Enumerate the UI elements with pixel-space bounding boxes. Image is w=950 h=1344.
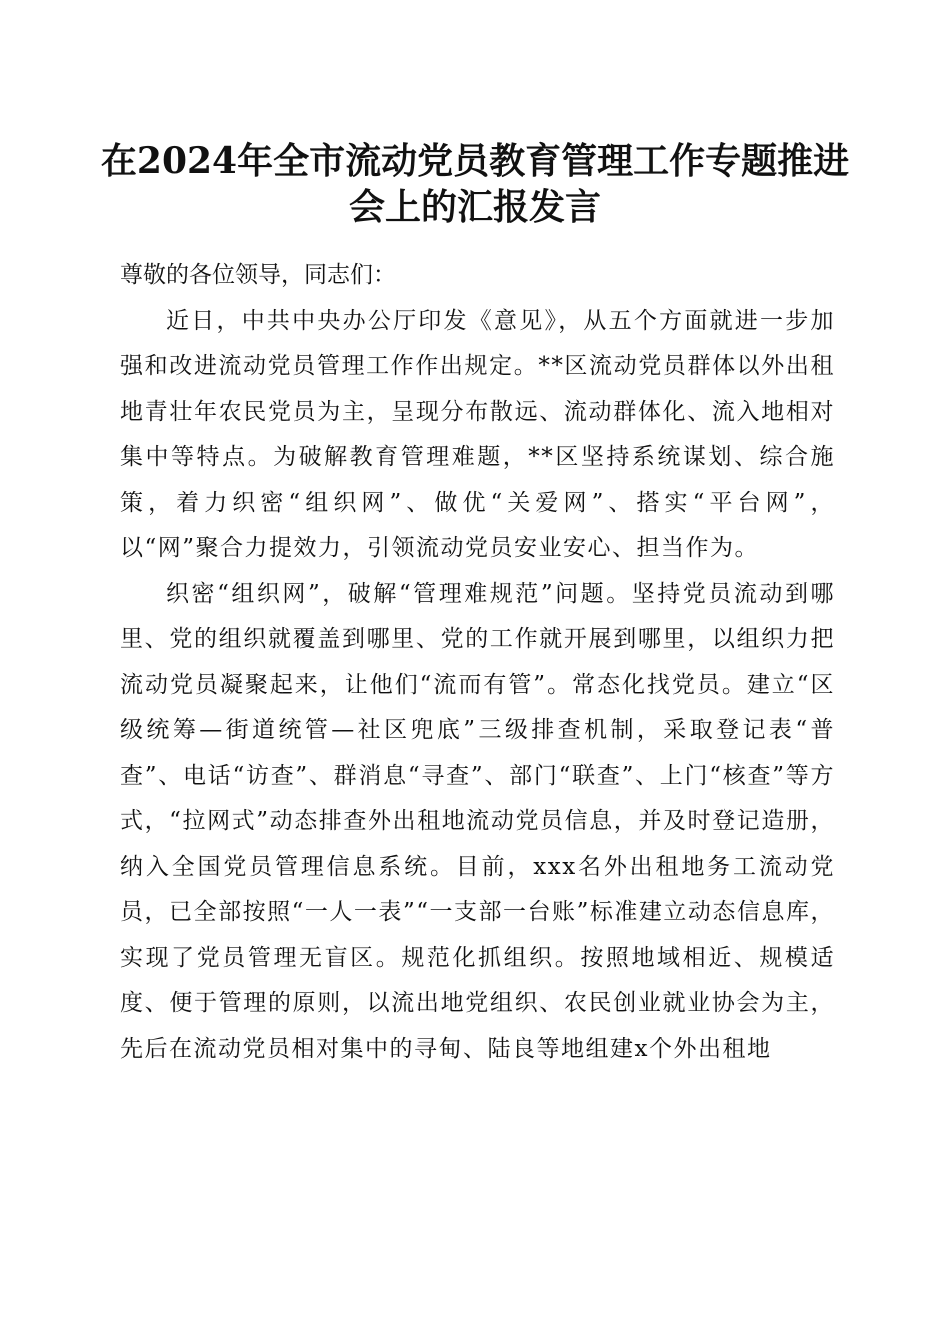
document-title: 在2024年全市流动党员教育管理工作专题推进会上的汇报发言 [100,140,850,228]
salutation: 尊敬的各位领导，同志们： [120,262,396,288]
document-body [120,253,835,1072]
paragraph-organization-network: 织密“组织网”，破解“管理难规范”问题。坚持党员流动到哪里、党的组织就覆盖到哪里、党的工作就开展到哪里，以组织力把流动党员凝聚起来，让他们“流而有管”。常态化找党员。建立“区级统筹—街道统管—社区兜底”三级排查机制，采取登记表“普查”、电话“访查”、群消息“寻查”、部门“联查”、上门“核查”等方式，“拉网式”动态排查外出租地流动党员信息，并及时登记造册，纳入全国党员管理信息系统。目前，xxx名外出租地务工流动党员，已全部按照“一人一表”“一支部一台账”标准建立动态信息库，实现了党员管理无盲区。规范化抓组织。按照地域相近、规模适度、便于管理的原则，以流出地党组织、农民创业就业协会为主，先后在流动党员相对集中的寻甸、陆良等地组建x个外出租地 [120,580,835,1062]
paragraph-intro: 近日，中共中央办公厅印发《意见》，从五个方面就进一步加强和改进流动党员管理工作作出规定。**区流动党员群体以外出租地青壮年农民党员为主，呈现分布散远、流动群体化、流入地相对集中等特点。为破解教育管理难题，**区坚持系统谋划、综合施策，着力织密“组织网”、做优“关爱网”、搭实“平台网”，以“网”聚合力提效力，引领流动党员安业安心、担当作为。 [120,307,835,561]
